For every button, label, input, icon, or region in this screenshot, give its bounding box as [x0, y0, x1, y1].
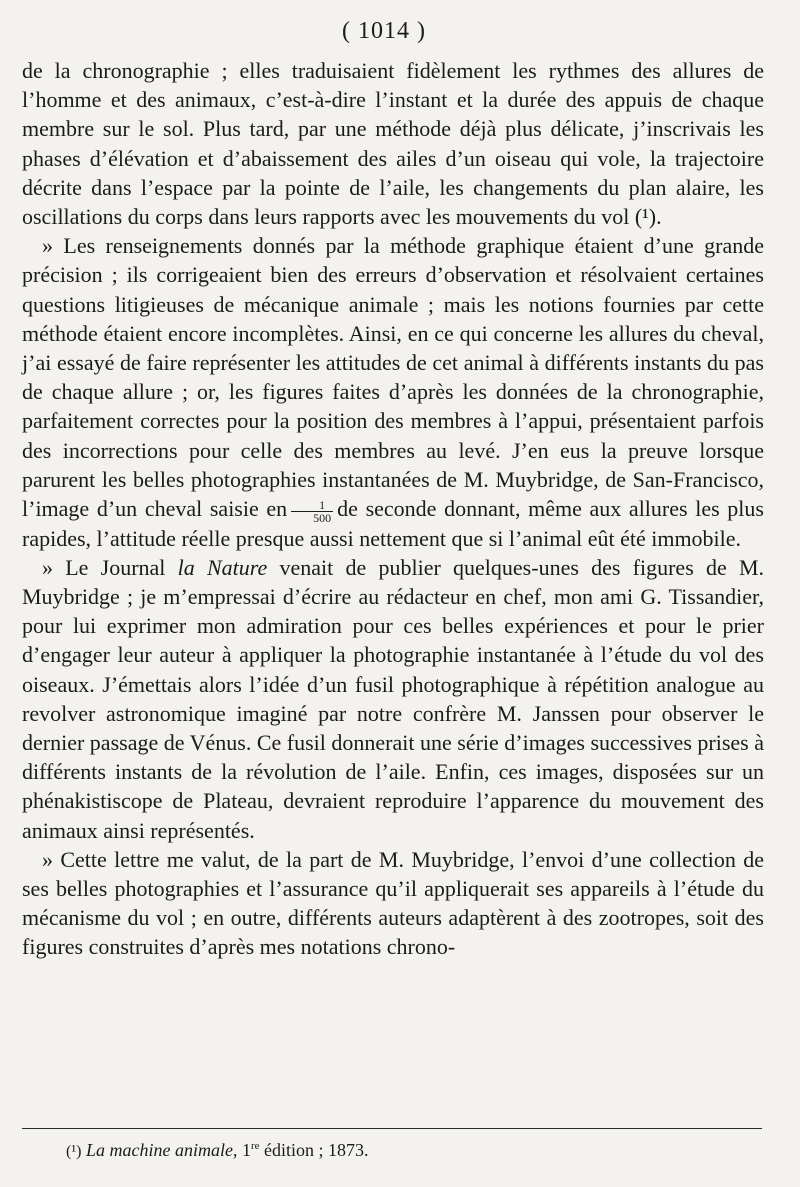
footnote	[66, 1138, 368, 1164]
paragraph-3-start: » Le Journal	[42, 554, 166, 580]
footnote-divider	[22, 1128, 762, 1129]
paragraph-2-start: » Les renseignements donnés par la méthode graphique étaient d’une grande précision ; ils corrigeaient bien des erreurs d’observation et résolvaient certaines questions litigieuses de mécanique animale ; mais les notions fournies par cette méthode étaient encore incomplètes. Ainsi, en ce qui concerne les allures du cheval, j’ai essayé de faire représenter les attitudes de cet animal à différents instants du pas de chaque allure ; or, les figures faites d’après les données de la chronographie, parfaitement correctes pour la position des membres à l’appui, présentaient parfois des incorrections pour celle des membres au levé. J’en eus la preuve lorsque parurent les belles photographies instantanées de M. Muybridge, de San-Francisco, l’image d’un cheval saisie en	[22, 233, 764, 522]
paragraph-3-end: venait de publier quelques-unes des figures de M. Muybridge ; je m’empressai d’écrire au rédacteur en chef, mon ami G. Tissandier, pour lui exprimer mon admiration pour ces belles expériences et pour le prier d’engager leur auteur à appliquer la photographie instantanée à l’étude du vol des oiseaux. J’émettais alors l’idée d’un fusil photographique à répétition analogue au revolver astronomique imaginé par notre confrère M. Janssen pour observer le dernier passage de Vénus. Ce fusil donnerait une série d’images successives prises à différents instants de la révolution de l’aile. Enfin, ces images, disposées sur un phénakistiscope de Plateau, devraient reproduire l’apparence du mouvement des animaux ainsi représentés.	[22, 554, 765, 843]
body-text	[22, 56, 764, 962]
paragraph-1: de la chronographie ; elles traduisaient fidèlement les rythmes des allures de l’homme et des animaux, c’est-à-dire l’instant et la durée des appuis de chaque membre sur le sol. Plus tard, par une méthode déjà plus délicate, j’inscrivais les phases d’élévation et d’abaissement des ailes d’un oiseau qui vole, la trajectoire décrite dans l’espace par la pointe de l’aile, les changements du plan alaire, les oscillations du corps dans leurs rapports avec les mouvements du vol (¹).	[22, 58, 764, 230]
footnote-edition-suffix: re	[250, 1140, 260, 1152]
footnote-marker: (¹)	[66, 1143, 82, 1160]
journal-title: la Nature	[177, 554, 268, 580]
paragraph-4: » Cette lettre me valut, de la part de M. Muybridge, l’envoi d’une collection de ses belles photographies et l’assurance qu’il appliquerait ses appareils à l’étude du mécanisme du vol ; en outre, différents auteurs adaptèrent à des zootropes, soit des figures construites d’après mes notations chrono-	[22, 846, 764, 960]
footnote-rest: édition ; 1873.	[263, 1140, 369, 1160]
paragraph-2-end: de seconde donnant, même aux allures les plus rapides, l’attitude réelle presque aussi nettement que si l’animal eût été immobile.	[22, 496, 764, 551]
fraction	[291, 499, 333, 524]
paragraph-2	[22, 231, 764, 552]
page-number: ( 1014 )	[342, 18, 426, 44]
footnote-book-title: La machine animale,	[85, 1140, 238, 1160]
fraction-denominator: 500	[313, 510, 332, 525]
footnote-edition-number: 1	[241, 1140, 251, 1160]
paragraph-3	[22, 553, 764, 845]
fraction-numerator: 1	[291, 499, 333, 512]
